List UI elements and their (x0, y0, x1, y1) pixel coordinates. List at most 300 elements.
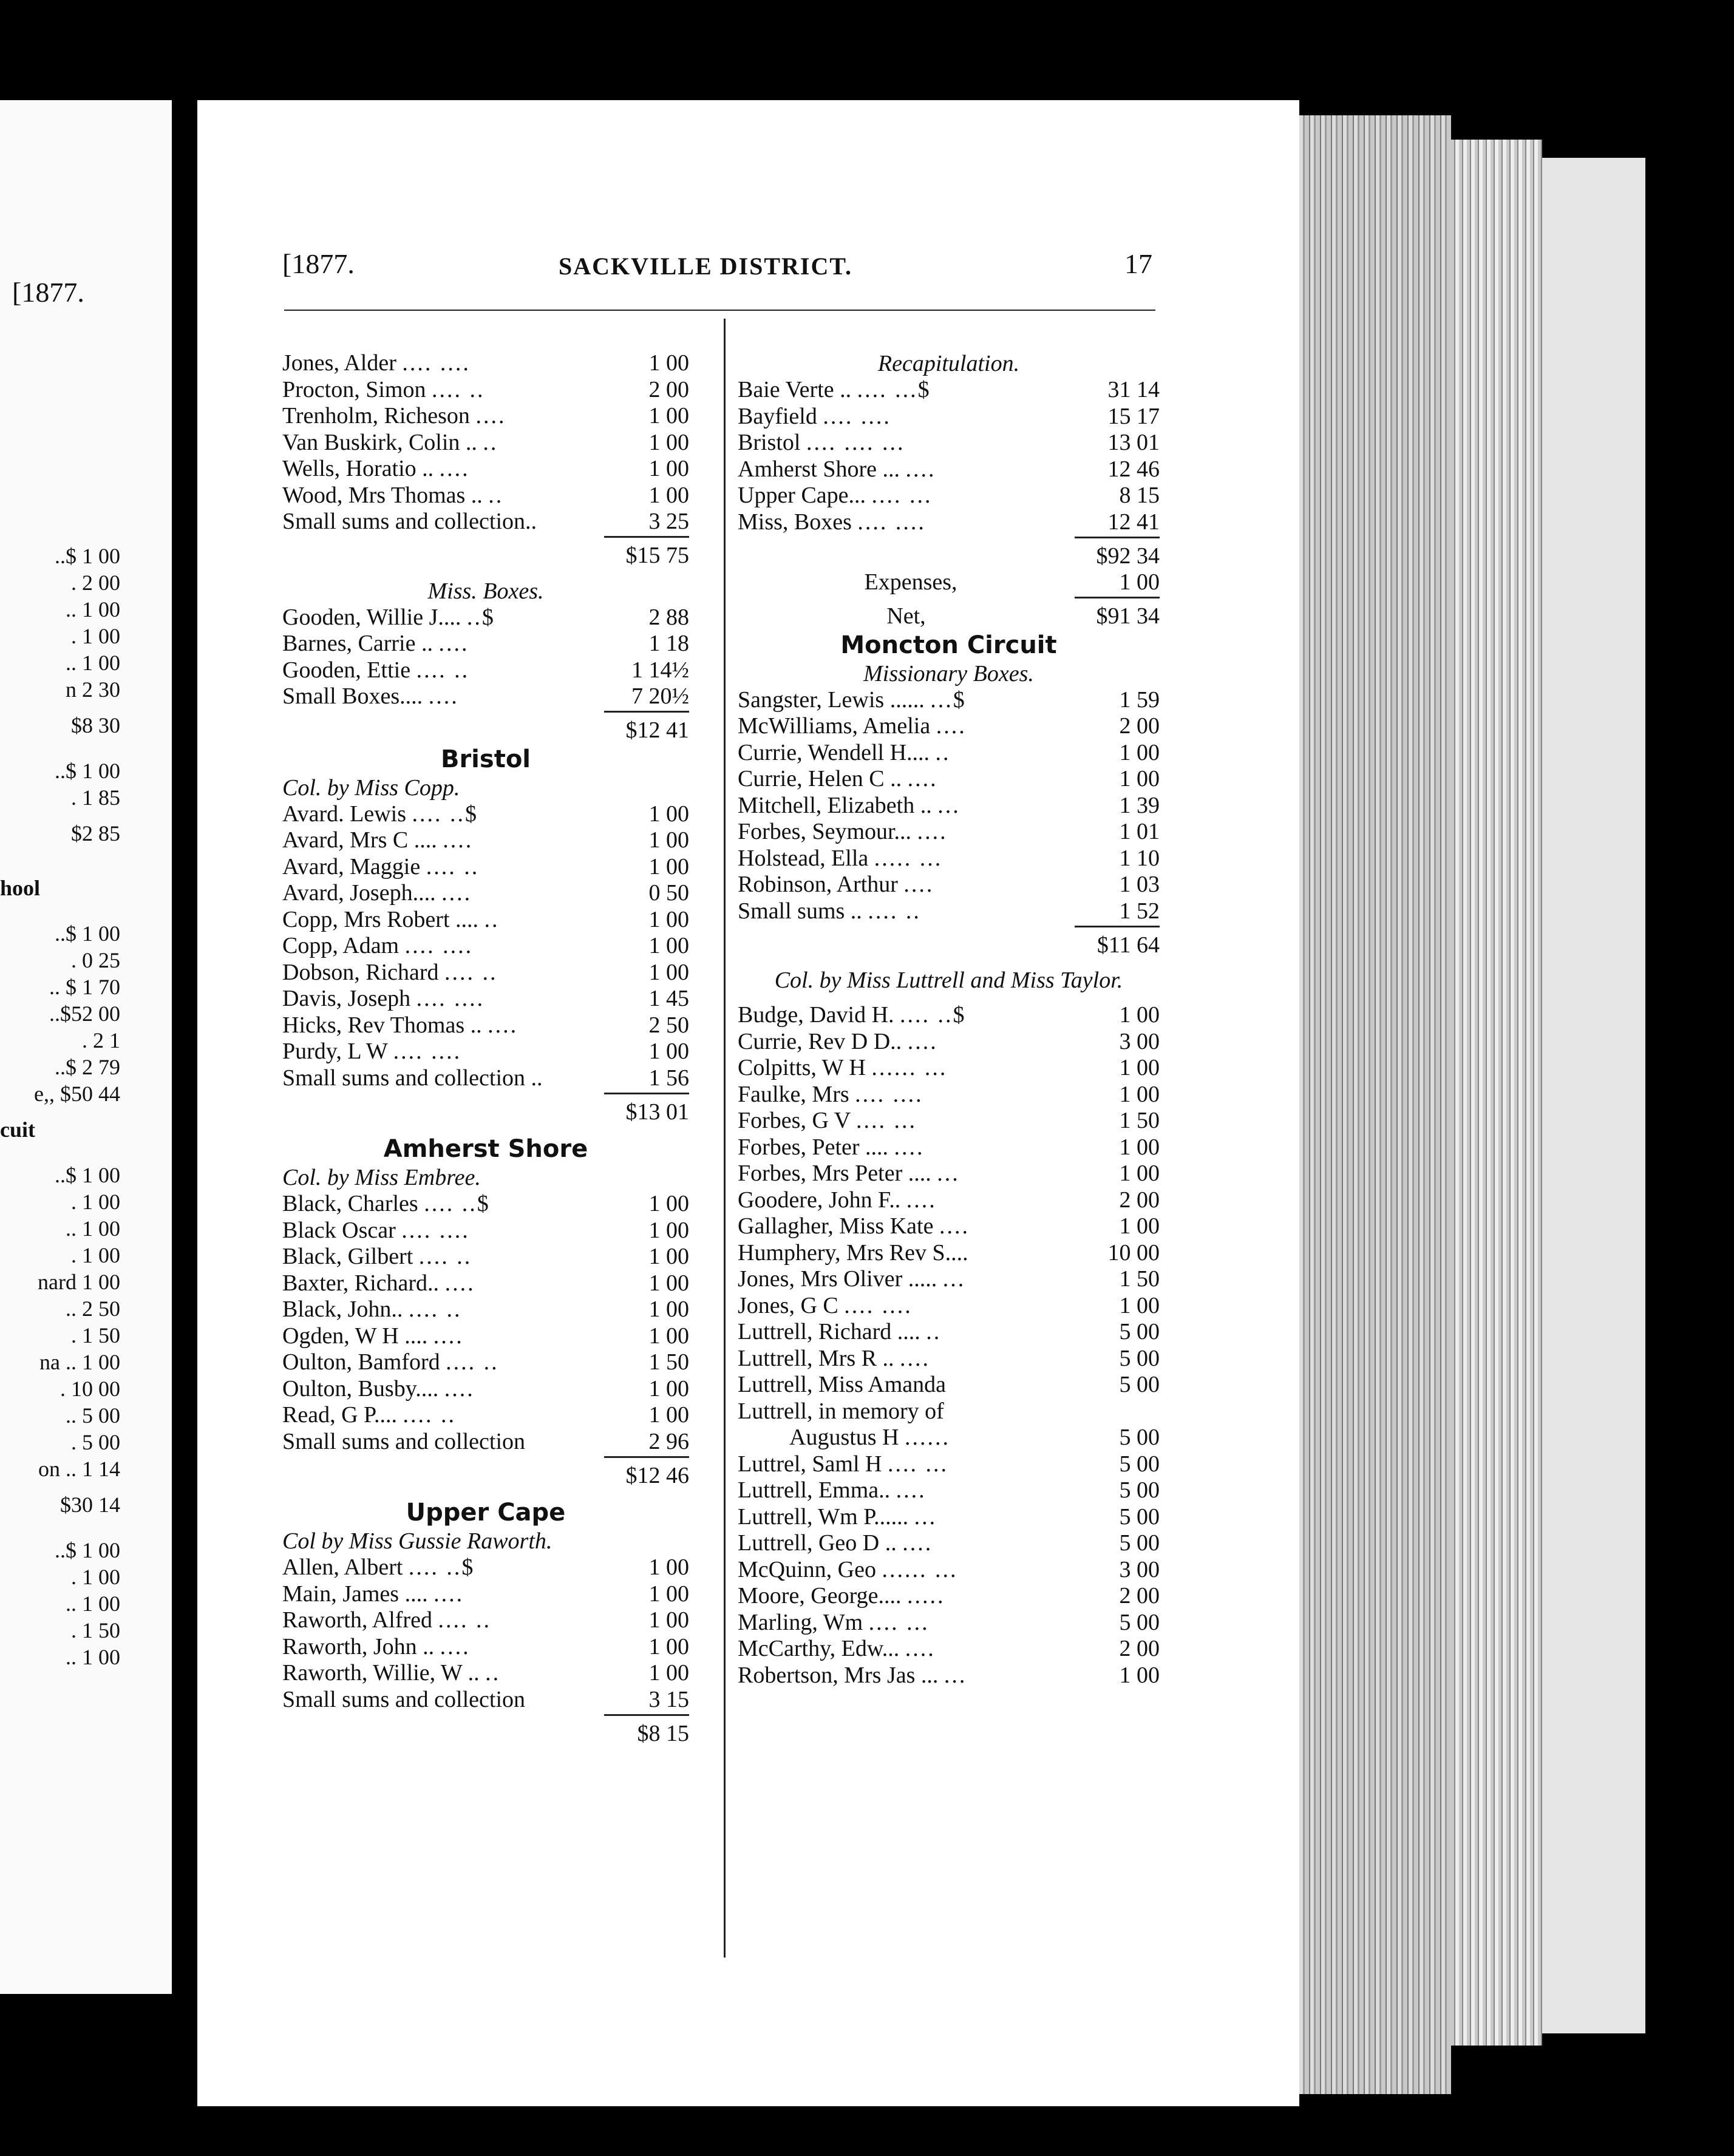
facing-page-year: [1877. (12, 277, 84, 308)
facing-page-line: . 1 85 (71, 785, 120, 810)
entry-amount: 1 50 (648, 1349, 689, 1375)
entry-leaders: .... (936, 713, 967, 739)
ledger-row (282, 986, 689, 1012)
entry-leaders: .... ... (871, 483, 933, 508)
entry-name: Miss, Boxes .... .... (738, 509, 926, 535)
facing-page-line: hool (0, 876, 41, 900)
facing-page-line: nard 1 00 (38, 1270, 120, 1294)
entry-amount: 8 15 (1119, 483, 1160, 508)
entry-leaders: .... (903, 872, 934, 897)
entry-leaders: .... .. (408, 1297, 462, 1322)
entry-name: Humphery, Mrs Rev S.... (738, 1239, 968, 1266)
entry-amount: 1 00 (648, 1297, 689, 1322)
entry-name: Amherst Shore ... .... (738, 456, 936, 482)
entry-name: McWilliams, Amelia .... (738, 713, 967, 739)
entry-name: Dobson, Richard .... .. (282, 959, 498, 985)
ledger-row (282, 430, 689, 456)
entry-amount: 1 00 (1119, 1055, 1160, 1080)
entry-leaders: .... .... ... (806, 430, 905, 455)
entry-name: Small sums and collection (282, 1686, 526, 1712)
ledger-row (282, 350, 689, 377)
net-amount: $91 34 (1075, 597, 1160, 630)
entry-leaders: ..... (906, 1583, 945, 1609)
entry-name: Black, John.. .... .. (282, 1297, 462, 1322)
ledger-row (282, 1687, 689, 1714)
ledger-row (282, 456, 689, 483)
ledger-row (738, 1504, 1160, 1531)
ledger-row (738, 1557, 1160, 1584)
entry-amount: 1 00 (648, 456, 689, 481)
entry-amount: 1 00 (648, 906, 689, 932)
entry-name: Gallagher, Miss Kate .... (738, 1213, 970, 1239)
ledger-row (738, 1213, 1160, 1240)
entry-amount: 1 00 (1119, 1081, 1160, 1107)
entry-name: McCarthy, Edw... .... (738, 1636, 936, 1661)
entry-name: Avard, Maggie .... .. (282, 853, 480, 880)
facing-page-line: . 10 00 (60, 1377, 120, 1401)
entry-name: Small sums and collection.. (282, 509, 537, 534)
entry-name: Jones, Mrs Oliver ..... ... (738, 1266, 966, 1292)
facing-page-line: . 1 00 (71, 624, 120, 648)
entry-leaders: ...$ (930, 686, 967, 713)
entry-name: Small sums and collection (282, 1428, 526, 1454)
entry-amount: 0 50 (648, 880, 689, 906)
entry-leaders: ... (914, 1503, 937, 1530)
right-column (738, 350, 1160, 1689)
facing-page-line: na .. 1 00 (39, 1350, 120, 1374)
entry-amount: 1 00 (648, 801, 689, 827)
entry-name: Jones, G C .... .... (738, 1292, 913, 1318)
entry-amount: 5 00 (1119, 1477, 1160, 1503)
entry-leaders: .... .. (416, 657, 470, 683)
entry-leaders: .... .... (404, 933, 474, 958)
entry-leaders: .... .. (446, 1349, 499, 1375)
entry-name: Hicks, Rev Thomas .. .... (282, 1012, 518, 1038)
entry-leaders: .. (485, 1660, 501, 1686)
net-label: Net, (886, 603, 926, 629)
ledger-row (282, 1402, 689, 1429)
spacer (282, 569, 689, 578)
facing-page-line: .. 1 00 (66, 597, 120, 622)
entry-amount: 1 00 (1119, 1002, 1160, 1028)
left-column (282, 350, 689, 1755)
entry-name: Black, Gilbert .... .. (282, 1244, 472, 1269)
entry-leaders: .... (939, 1213, 970, 1239)
entry-name: Moore, George.... ..... (738, 1583, 945, 1609)
section-total-row (282, 1091, 689, 1125)
entry-name: Forbes, Mrs Peter .... ... (738, 1161, 960, 1186)
entry-amount: 1 00 (648, 429, 689, 455)
collector-line: Col. by Miss Copp. (282, 775, 460, 801)
ledger-row (738, 1002, 1160, 1029)
entry-amount: 5 00 (1119, 1425, 1160, 1450)
ledger-row (282, 907, 689, 934)
entry-name: Copp, Adam .... .... (282, 933, 474, 958)
entry-name: Currie, Wendell H.... .. (738, 739, 951, 765)
ledger-row (738, 1663, 1160, 1689)
entry-name: Davis, Joseph .... .... (282, 986, 485, 1011)
ledger-row (738, 1477, 1160, 1504)
section-subtitle: Missionary Boxes. (863, 660, 1034, 686)
entry-leaders: .... (905, 456, 936, 482)
entry-amount: 1 00 (1119, 739, 1160, 765)
entry-name: Wood, Mrs Thomas .. .. (282, 482, 504, 508)
entry-name: McQuinn, Geo ...... ... (738, 1556, 958, 1582)
entry-name: Currie, Helen C .. .... (738, 766, 938, 792)
entry-amount: 13 01 (1107, 430, 1160, 455)
ledger-row (282, 631, 689, 657)
entry-leaders: .... ..$ (408, 1554, 475, 1580)
ledger-row (282, 827, 689, 854)
entry-leaders: .... (444, 1270, 475, 1296)
ledger-row (738, 1610, 1160, 1636)
section-total-row (282, 1455, 689, 1489)
spacer (282, 1747, 689, 1755)
entry-leaders: .... (906, 1187, 937, 1213)
entry-name: Forbes, Seymour... .... (738, 819, 948, 844)
entry-leaders: .... (444, 1375, 475, 1402)
entry-amount: 1 00 (648, 350, 689, 376)
entry-name: Robinson, Arthur .... (738, 872, 934, 897)
ledger-row (738, 872, 1160, 898)
entry-amount: 2 88 (648, 604, 689, 630)
section-subtitle: Miss. Boxes. (427, 578, 544, 604)
section-title: Moncton Circuit (840, 631, 1057, 659)
collector-line: Col. by Miss Embree. (282, 1165, 481, 1190)
entry-amount: 5 00 (1119, 1345, 1160, 1371)
entry-leaders: .... .... (416, 986, 485, 1011)
ledger-row (738, 713, 1160, 740)
entry-leaders: .... ...$ (857, 377, 931, 402)
header-title: SACKVILLE DISTRICT. (559, 253, 853, 280)
spacer (738, 994, 1160, 1002)
entry-amount: 5 00 (1119, 1609, 1160, 1635)
ledger-row (738, 1293, 1160, 1320)
entry-name: Luttrell, Emma.. .... (738, 1477, 926, 1503)
recap-title: Recapitulation. (877, 351, 1020, 376)
entry-name: Upper Cape... .... ... (738, 483, 933, 508)
ledger-row (282, 1607, 689, 1634)
entry-name: Forbes, Peter .... .... (738, 1134, 925, 1160)
ledger-row (738, 1530, 1160, 1557)
ledger-row (282, 960, 689, 986)
entry-name: Luttrell, Mrs R .. .... (738, 1345, 931, 1371)
entry-amount: 1 00 (648, 1633, 689, 1659)
ledger-row (738, 1161, 1160, 1187)
section-title: Bristol (440, 745, 531, 773)
entry-name: Oulton, Bamford .... .. (282, 1349, 499, 1375)
entry-leaders: .... (902, 1530, 933, 1556)
ledger-row (282, 1297, 689, 1323)
ledger-row (738, 377, 1160, 404)
expenses-label: Expenses, (864, 569, 957, 595)
entry-name: Oulton, Busby.... .... (282, 1375, 475, 1402)
entry-amount: 1 00 (648, 1554, 689, 1580)
entry-leaders: .. (935, 739, 951, 765)
ledger-row (282, 1270, 689, 1297)
ledger-row (738, 1055, 1160, 1082)
entry-leaders: .... ... (887, 1451, 948, 1477)
entry-leaders: .... (900, 1345, 931, 1371)
facing-page-line: on .. 1 14 (38, 1457, 120, 1481)
facing-page-line: .. 1 00 (66, 1592, 120, 1616)
ledger-row (282, 1349, 689, 1376)
entry-name: Allen, Albert .... ..$ (282, 1554, 475, 1580)
ledger-row (738, 1029, 1160, 1056)
entry-amount: 1 39 (1119, 792, 1160, 818)
entry-name: Luttrell, Wm P...... ... (738, 1503, 937, 1530)
entry-name: Currie, Rev D D.. .... (738, 1028, 938, 1054)
facing-page-line: .. 2 50 (66, 1297, 120, 1321)
entry-amount: 1 00 (1119, 1161, 1160, 1186)
entry-name: Copp, Mrs Robert .... .. (282, 906, 500, 932)
facing-page-line: ..$ 1 00 (55, 759, 120, 783)
facing-page-line: $30 14 (60, 1493, 120, 1517)
entry-leaders: .. (488, 482, 504, 508)
section-total: $15 75 (604, 536, 689, 569)
entry-amount: 1 00 (1119, 1134, 1160, 1160)
entry-name: Gooden, Willie J.... ..$ (282, 604, 495, 630)
entry-name: Forbes, G V .... ... (738, 1108, 917, 1133)
entry-amount: 5 00 (1119, 1372, 1160, 1397)
entry-amount: 1 00 (648, 1581, 689, 1607)
entry-leaders: .... (443, 827, 474, 853)
entry-name: Small sums and collection .. (282, 1065, 543, 1091)
entry-leaders: ... (937, 792, 960, 818)
entry-name: Avard. Lewis .... ..$ (282, 801, 479, 827)
entry-amount: 5 00 (1119, 1503, 1160, 1530)
ledger-row (738, 1266, 1160, 1293)
entry-leaders: .... (440, 1633, 471, 1659)
entry-leaders: .... (439, 456, 470, 481)
entry-amount: 10 00 (1107, 1239, 1160, 1266)
ledger-row (282, 1191, 689, 1218)
entry-amount: 1 00 (648, 1375, 689, 1402)
ledger-row (738, 740, 1160, 767)
facing-page-fragment (0, 100, 172, 1994)
ledger-row (738, 1187, 1160, 1214)
entry-amount: 1 00 (648, 403, 689, 429)
entry-name: Faulke, Mrs .... .... (738, 1081, 923, 1107)
spacer (282, 1489, 689, 1497)
header-rule (284, 310, 1155, 311)
entry-amount: 1 18 (648, 631, 689, 656)
facing-page-line: ..$52 00 (49, 1002, 120, 1026)
entry-amount: 1 00 (648, 827, 689, 853)
entry-name: Black, Charles .... ..$ (282, 1191, 491, 1216)
header-year: [1877. (282, 248, 355, 279)
ledger-row (738, 1240, 1160, 1267)
ledger-row (282, 683, 689, 710)
entry-amount: 1 00 (648, 1039, 689, 1064)
entry-name: Main, James .... .... (282, 1581, 464, 1607)
entry-leaders: .... (917, 819, 948, 844)
entry-leaders: .... .. (444, 959, 498, 985)
entry-amount: 1 45 (648, 986, 689, 1011)
entry-amount: 1 00 (1119, 1662, 1160, 1688)
column-divider (724, 319, 726, 1958)
entry-leaders: .... (428, 683, 459, 709)
entry-leaders: .... (488, 1012, 518, 1038)
entry-name: Colpitts, W H ...... ... (738, 1055, 948, 1080)
entry-name: Holstead, Ella ..... ... (738, 845, 943, 871)
entry-amount: 1 00 (648, 1402, 689, 1428)
ledger-row (738, 1451, 1160, 1478)
entry-name: Bristol .... .... ... (738, 430, 905, 455)
entry-leaders: ..... ... (874, 845, 943, 871)
entry-leaders: .... ... (868, 1609, 930, 1635)
ledger-row (738, 509, 1160, 536)
ledger-page (197, 100, 1299, 2106)
entry-leaders: .... .... (844, 1292, 913, 1318)
entry-amount: 5 00 (1119, 1530, 1160, 1556)
facing-page-line: ..$ 2 79 (55, 1055, 120, 1079)
entry-amount: 1 00 (648, 1607, 689, 1633)
entry-amount: 1 00 (648, 959, 689, 985)
entry-amount: 1 14½ (631, 657, 689, 683)
entry-leaders: .... (441, 880, 472, 906)
entry-leaders: ..$ (466, 604, 495, 630)
entry-leaders: .... (905, 1636, 936, 1661)
facing-page-line: . 2 1 (82, 1028, 120, 1053)
entry-leaders: .... (907, 1028, 938, 1054)
spacer (282, 1125, 689, 1134)
book-page-edges (1299, 115, 1451, 2094)
section-title: Amherst Shore (383, 1135, 588, 1163)
section-total-row (738, 924, 1160, 958)
entry-amount: 1 03 (1119, 872, 1160, 897)
book-cover-edge (1542, 158, 1645, 2033)
entry-leaders: .... ..$ (424, 1191, 491, 1216)
ledger-row (282, 605, 689, 631)
entry-amount: 1 50 (1119, 1266, 1160, 1292)
entry-amount: 1 00 (1119, 766, 1160, 792)
entry-name: Raworth, John .. .... (282, 1633, 471, 1659)
entry-name: Luttrell, in memory of (738, 1398, 944, 1424)
section-title: Upper Cape (406, 1499, 566, 1527)
entry-amount: 2 00 (1119, 1187, 1160, 1213)
ledger-row (282, 377, 689, 404)
entry-name: Ogden, W H .... .... (282, 1323, 464, 1349)
facing-page-line: . 1 00 (71, 1190, 120, 1214)
facing-page-line: .. $ 1 70 (49, 975, 120, 999)
entry-amount: 3 00 (1119, 1028, 1160, 1054)
facing-page-line: .. 1 00 (66, 1645, 120, 1669)
entry-name: Trenholm, Richeson .... (282, 403, 506, 429)
entry-amount: 1 00 (648, 1660, 689, 1686)
facing-page-line: .. 1 00 (66, 1216, 120, 1241)
facing-page-line: . 1 50 (71, 1323, 120, 1348)
entry-name: Luttrel, Saml H .... ... (738, 1451, 948, 1477)
page-number: 17 (1124, 248, 1152, 279)
entry-leaders: .... .. (431, 376, 485, 402)
entry-leaders: .... .. (426, 853, 480, 880)
entry-amount: 1 00 (1119, 1292, 1160, 1318)
section-total-row (738, 535, 1160, 569)
entry-amount: 2 00 (648, 376, 689, 402)
facing-page-line: . 1 00 (71, 1243, 120, 1267)
entry-name: Raworth, Alfred .... .. (282, 1607, 491, 1633)
ledger-row (738, 1425, 1160, 1451)
entry-name: Goodere, John F.. .... (738, 1187, 937, 1213)
facing-page-line: . 5 00 (71, 1430, 120, 1454)
section-total-row (282, 1713, 689, 1747)
entry-leaders: .... (894, 1134, 925, 1160)
ledger-row (282, 1065, 689, 1092)
facing-page-line: ..$ 1 00 (55, 544, 120, 568)
entry-amount: 1 50 (1119, 1108, 1160, 1133)
entry-amount: 1 00 (648, 1323, 689, 1349)
entry-leaders: .... (896, 1477, 926, 1503)
ledger-row (282, 657, 689, 684)
ledger-row (738, 1372, 1160, 1398)
entry-name: Marling, Wm .... ... (738, 1609, 930, 1635)
ledger-row (282, 403, 689, 430)
facing-page-line: $2 85 (71, 821, 120, 846)
ledger-row (738, 430, 1160, 456)
section-total: $92 34 (1075, 537, 1160, 570)
entry-amount: 2 50 (648, 1012, 689, 1038)
entry-amount: 1 59 (1119, 686, 1160, 713)
section-total: $13 01 (604, 1093, 689, 1126)
ledger-row (738, 819, 1160, 846)
entry-name: Luttrell, Geo D .. .... (738, 1530, 933, 1556)
entry-name: Gooden, Ettie .... .. (282, 657, 470, 683)
facing-page-line: ..$ 1 00 (55, 1538, 120, 1562)
book-page-edges-inner (1451, 140, 1542, 2046)
entry-leaders: .... .. (868, 898, 921, 924)
ledger-row (738, 1636, 1160, 1663)
net-row (738, 596, 1160, 630)
entry-name: Black Oscar .... .... (282, 1217, 470, 1243)
ledger-row (738, 1398, 1160, 1425)
entry-name: Procton, Simon .... .. (282, 376, 485, 402)
entry-leaders: ...... ... (882, 1556, 958, 1582)
entry-amount: 12 41 (1107, 509, 1160, 535)
entry-leaders: .... (438, 631, 469, 656)
entry-amount: 1 00 (648, 853, 689, 880)
entry-name: Baxter, Richard.. .... (282, 1270, 475, 1296)
ledger-row (282, 933, 689, 960)
ledger-row (282, 1660, 689, 1687)
entry-name: Avard, Mrs C .... .... (282, 827, 474, 853)
entry-leaders: .... (433, 1581, 464, 1607)
ledger-row (282, 1429, 689, 1456)
ledger-row (738, 687, 1160, 714)
facing-page-line: ..$ 1 00 (55, 1163, 120, 1187)
expenses-amount: 1 00 (1119, 569, 1160, 595)
entry-amount: 1 10 (1119, 845, 1160, 871)
collector-line: Col. by Miss Luttrell and Miss Taylor. (774, 968, 1123, 993)
entry-name: Sangster, Lewis ...... ...$ (738, 686, 967, 713)
ledger-row (282, 1039, 689, 1065)
entry-name: Baie Verte .. .... ...$ (738, 377, 931, 402)
entry-amount: 1 00 (648, 482, 689, 508)
entry-leaders: ...... (905, 1425, 951, 1450)
ledger-row (738, 1134, 1160, 1161)
entry-amount: 3 15 (648, 1686, 689, 1712)
entry-amount: 1 01 (1119, 819, 1160, 844)
ledger-row (282, 1634, 689, 1661)
facing-page-line: .. 1 00 (66, 651, 120, 675)
ledger-row (282, 509, 689, 535)
entry-name: Purdy, L W .... .... (282, 1039, 462, 1064)
ledger-row (738, 1346, 1160, 1372)
ledger-row (738, 1082, 1160, 1108)
ledger-row (738, 898, 1160, 925)
entry-name: Small Boxes.... .... (282, 683, 459, 709)
entry-amount: 2 00 (1119, 713, 1160, 739)
